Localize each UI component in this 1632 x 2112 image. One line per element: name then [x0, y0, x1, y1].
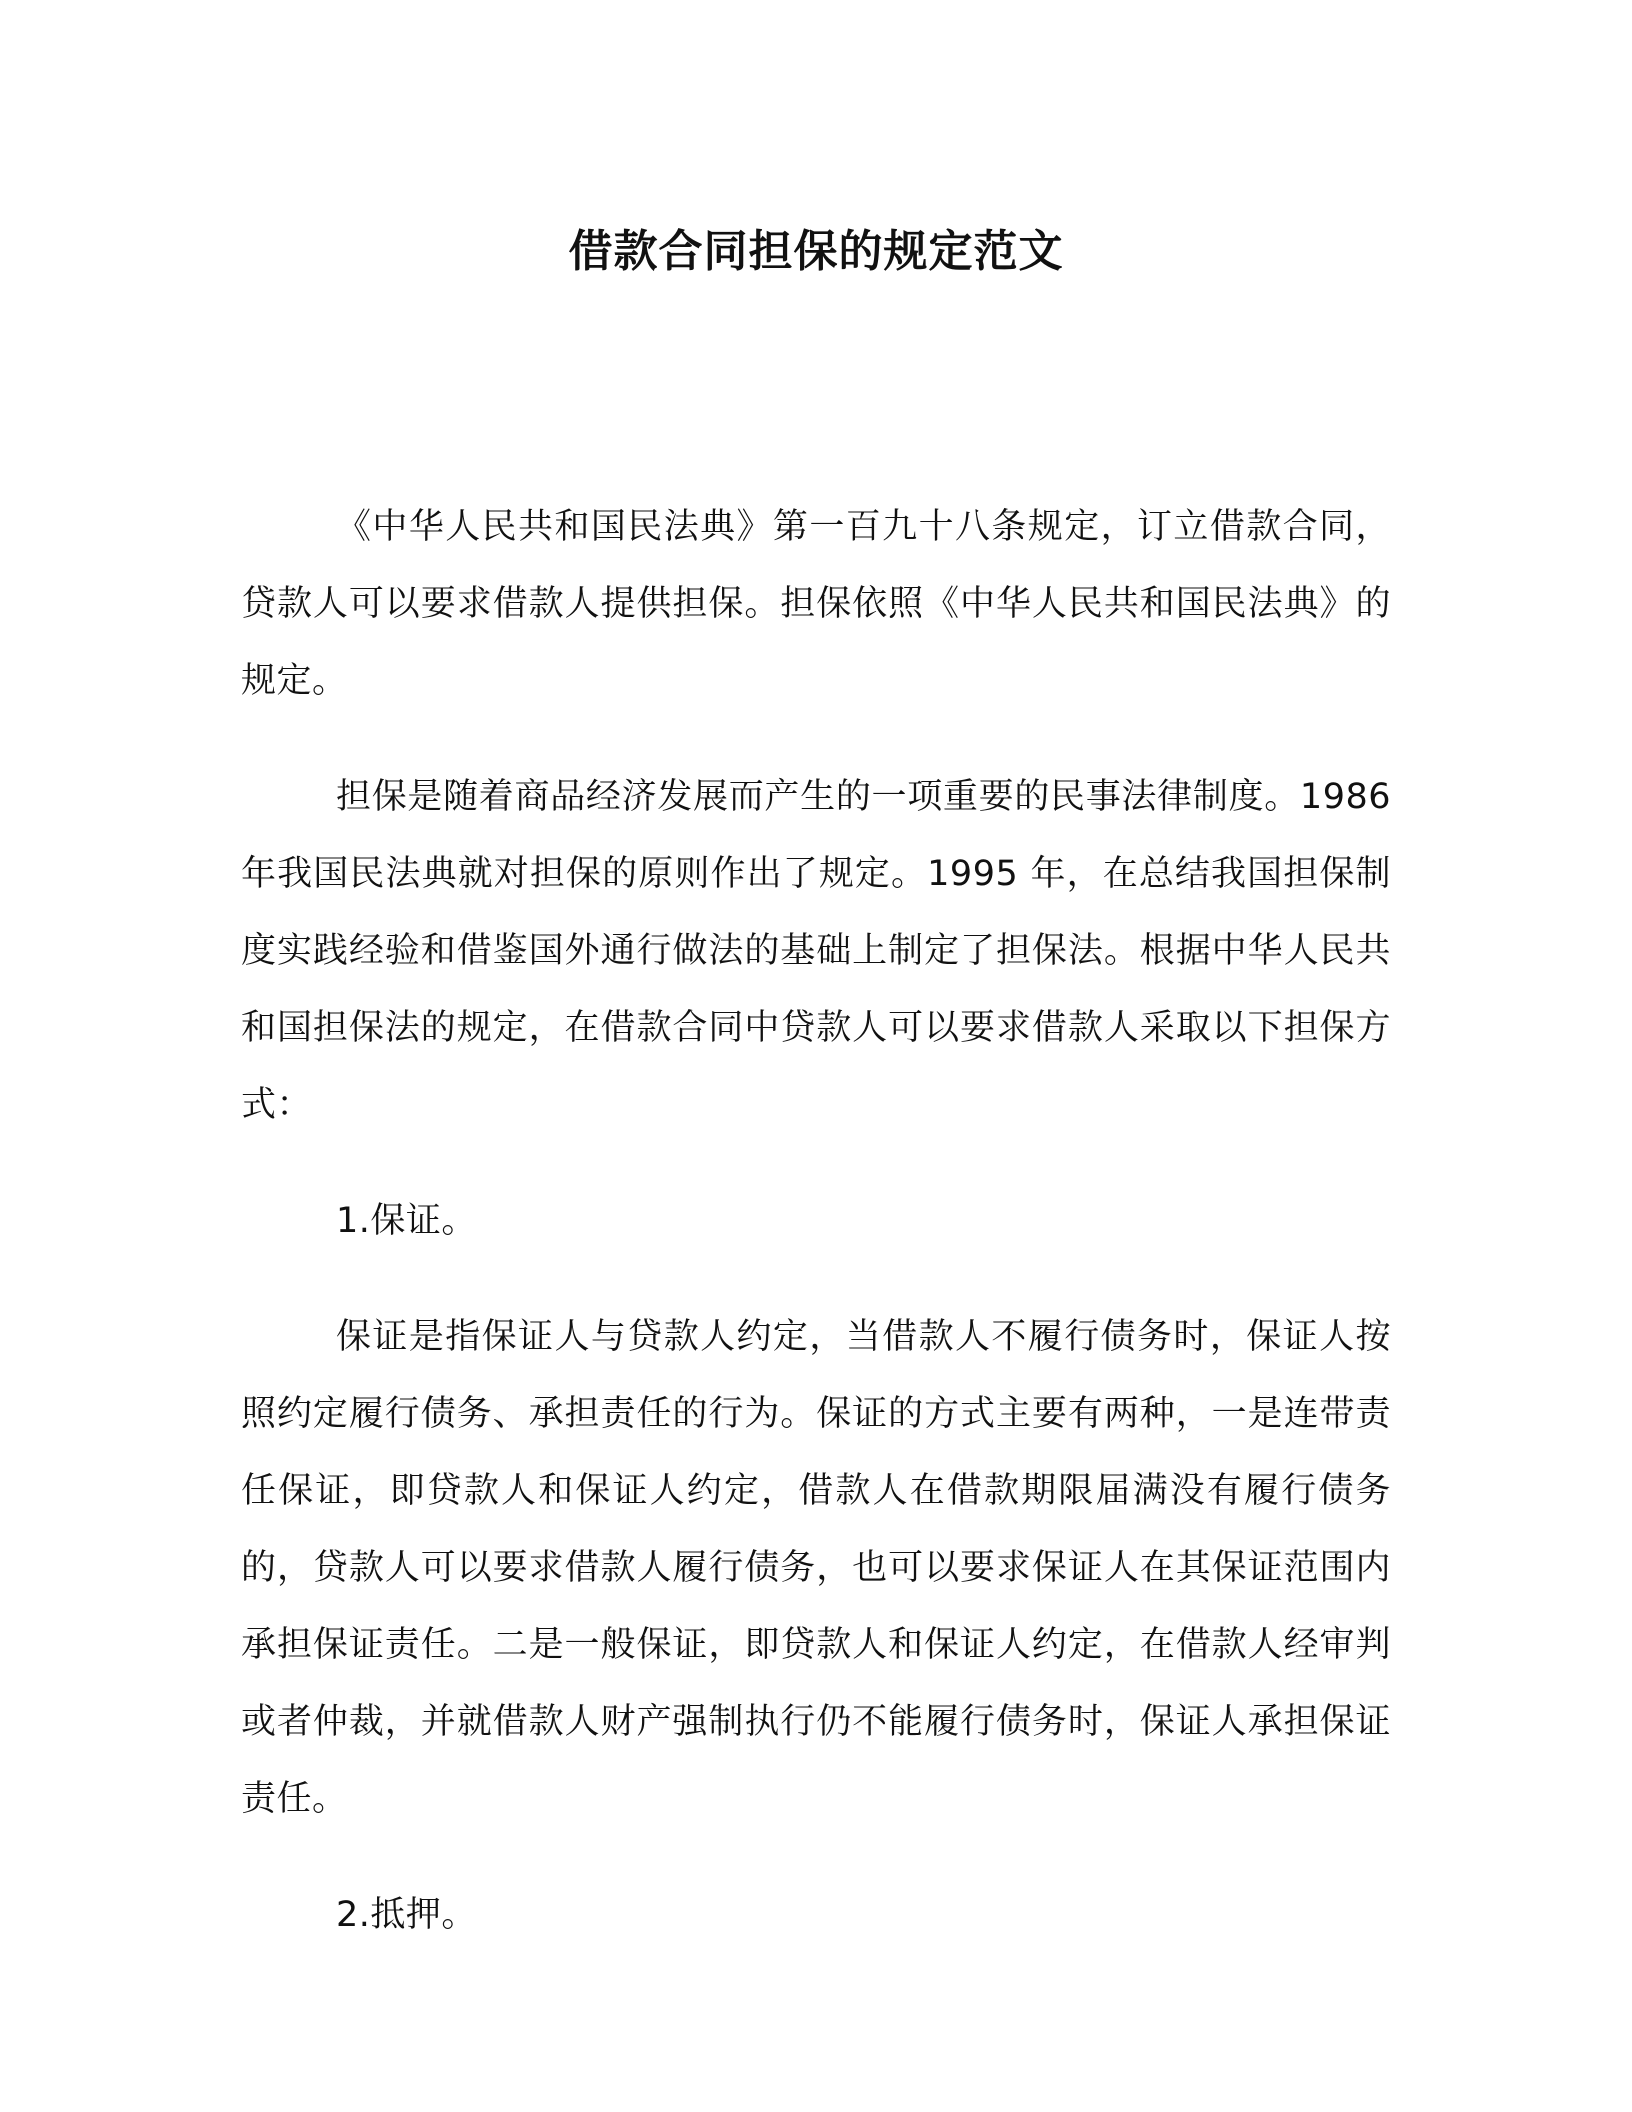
paragraph-civil-code-article: 《中华人民共和国民法典》第一百九十八条规定，订立借款合同，贷款人可以要求借款人提供担保。担保依照《中华人民共和国民法典》的规定。 [241, 507, 1391, 701]
paragraph-guarantee-definition: 保证是指保证人与贷款人约定，当借款人不履行债务时，保证人按照约定履行债务、承担责任的行为。保证的方式主要有两种，一是连带责任保证，即贷款人和保证人约定，借款人在借款期限届满没有履行债务的，贷款人可以要求借款人履行债务，也可以要求保证人在其保证范围内承担保证责任。二是一般保证，即贷款人和保证人约定，在借款人经审判或者仲裁，并就借款人财产强制执行仍不能履行债务时，保证人承担保证责任。 [241, 1317, 1391, 1819]
document-body [241, 489, 1391, 1993]
paragraph-guarantee-history: 担保是随着商品经济发展而产生的一项重要的民事法律制度。1986 年我国民法典就对担保的原则作出了规定。1995 年，在总结我国担保制度实践经验和借鉴国外通行做法的基础上制定了担保法。根据中华人民共和国担保法的规定，在借款合同中贷款人可以要求借款人采取以下担保方式： [241, 777, 1391, 1125]
page-title: 借款合同担保的规定范文 [568, 226, 1064, 277]
section-heading-guarantee: 1.保证。 [336, 1201, 477, 1241]
section-heading-mortgage: 2.抵押。 [336, 1895, 477, 1935]
